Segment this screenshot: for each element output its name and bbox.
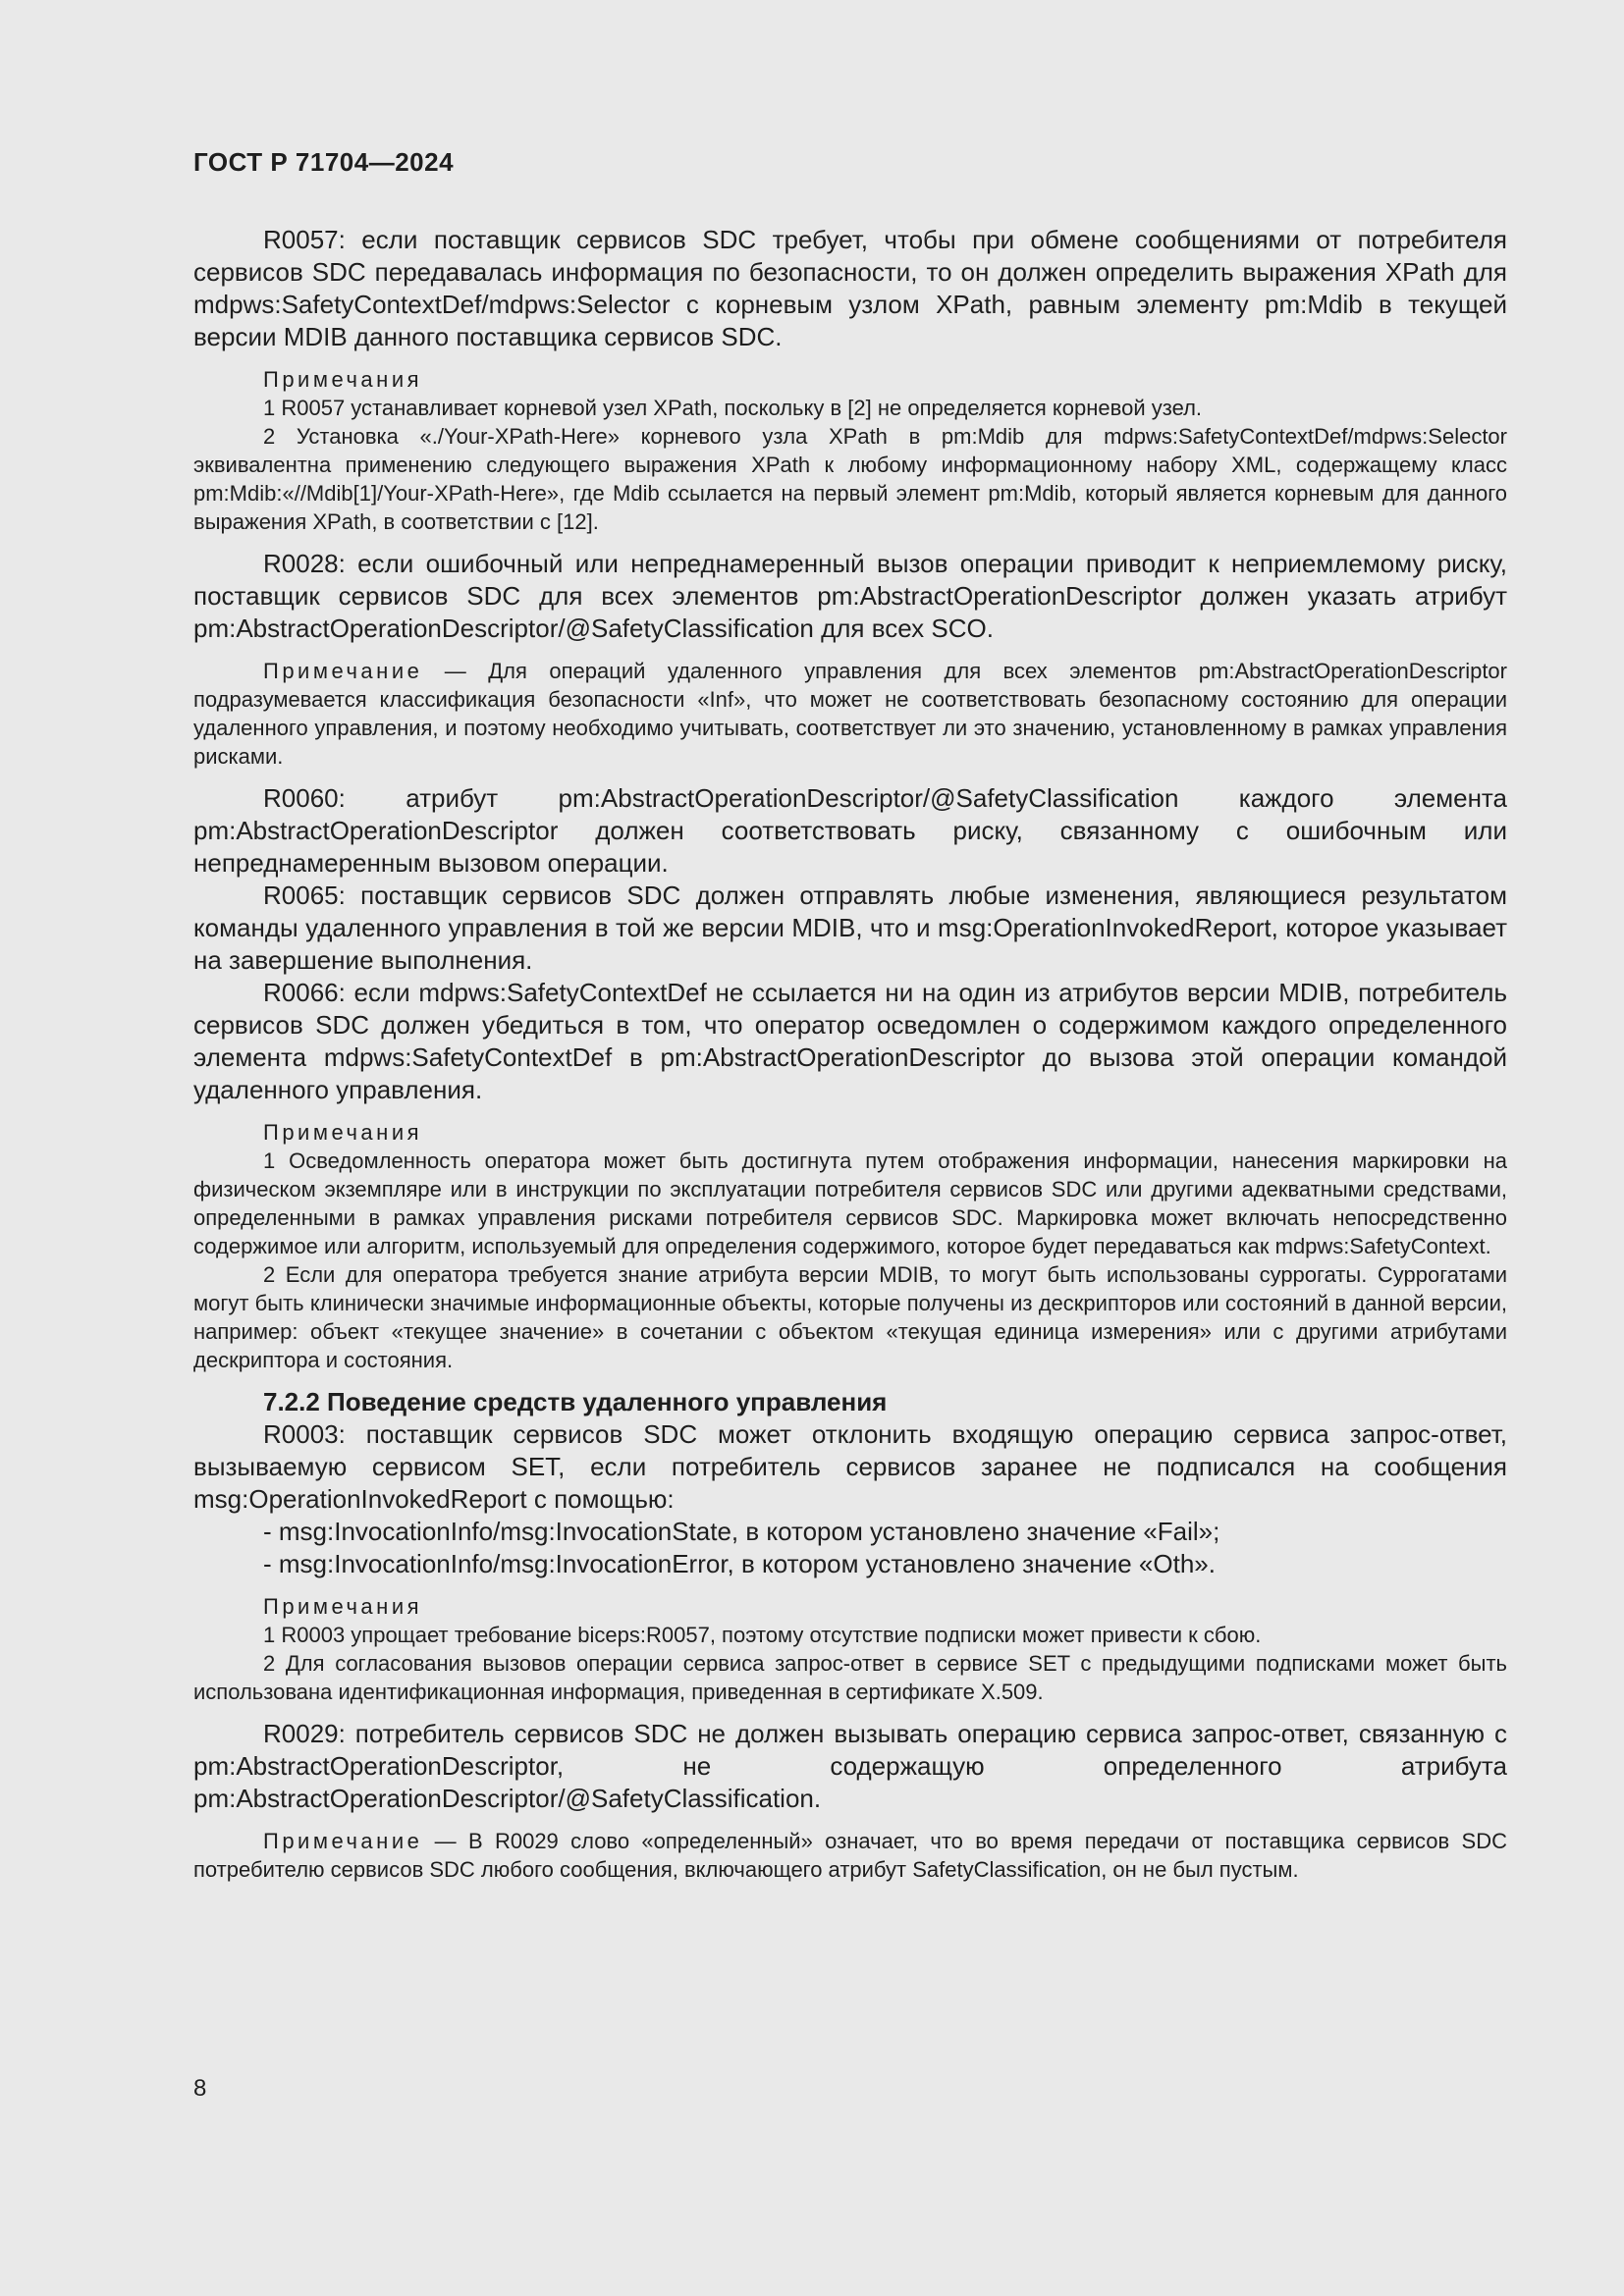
notes-heading: Примечания <box>263 367 423 392</box>
list-item: - msg:InvocationInfo/msg:InvocationError, в котором установлено значение «Oth». <box>263 1549 1216 1578</box>
paragraph-r0060: R0060: атрибут pm:AbstractOperationDescriptor/@SafetyClassification каждого элемента pm:AbstractOperationDescriptor должен соответствовать риску, связанному с ошибочным или непреднамеренным вызовом операции. <box>193 783 1507 878</box>
notes-heading: Примечания <box>263 1594 423 1619</box>
notes-heading: Примечания <box>263 1120 423 1145</box>
paragraph-r0029: R0029: потребитель сервисов SDC не должен вызывать операцию сервиса запрос-ответ, связанную с pm:AbstractOperationDescriptor, не содержащую определенного атрибута pm:AbstractOperationDescriptor/@SafetyClassification. <box>193 1719 1507 1813</box>
note-item: 2 Установка «./Your-XPath-Here» корневого узла XPath в pm:Mdib для mdpws:SafetyContextDef/mdpws:Selector эквивалентна применению следующего выражения XPath к любому информационному набору XML, содержащему класс pm:Mdib:«//Mdib[1]/Your-XPath-Here», где Mdib ссылается на первый элемент pm:Mdib, который является корневым для данного выражения XPath, в соответствии с [12]. <box>193 424 1507 534</box>
section-heading: 7.2.2 Поведение средств удаленного управления <box>263 1387 888 1416</box>
page-number: 8 <box>193 2075 207 2102</box>
note-single <box>193 657 1507 771</box>
paragraph-r0057: R0057: если поставщик сервисов SDC требует, чтобы при обмене сообщениями от потребителя сервисов SDC передавалась информация по безопасности, то он должен определить выражения XPath для mdpws:SafetyContextDef/mdpws:Selector с корневым узлом XPath, равным элементу pm:Mdib в текущей версии MDIB данного поставщика сервисов SDC. <box>193 225 1507 351</box>
note-label: Примечание <box>263 659 423 683</box>
note-item: 1 R0057 устанавливает корневой узел XPath, поскольку в [2] не определяется корневой узел. <box>263 396 1203 420</box>
note-label: Примечание <box>263 1829 423 1853</box>
note-text: — В R0029 слово «определенный» означает, что во время передачи от поставщика сервисов SDC потребителю сервисов SDC любого сообщения, включающего атрибут SafetyClassification, он не был пустым. <box>193 1829 1507 1882</box>
paragraph-r0003: R0003: поставщик сервисов SDC может отклонить входящую операцию сервиса запрос-ответ, вызываемую сервисом SET, если потребитель сервисов заранее не подписался на сообщения msg:OperationInvokedReport с помощью: <box>193 1419 1507 1514</box>
paragraph-r0066: R0066: если mdpws:SafetyContextDef не ссылается ни на один из атрибутов версии MDIB, потребитель сервисов SDC должен убедиться в том, что оператор осведомлен о содержимом каждого определенного элемента mdpws:SafetyContextDef в pm:AbstractOperationDescriptor до вызова этой операции командой удаленного управления. <box>193 978 1507 1104</box>
note-item: 2 Если для оператора требуется знание атрибута версии MDIB, то могут быть использованы суррогаты. Суррогатами могут быть клинически значимые информационные объекты, которые получены из дескрипторов или состояний в данной версии, например: объект «текущее значение» в сочетании с объектом «текущая единица измерения» или с другими атрибутами дескриптора и состояния. <box>193 1262 1507 1372</box>
note-text: — Для операций удаленного управления для всех элементов pm:AbstractOperationDescriptor подразумевается классификация безопасности «Inf», что может не соответствовать безопасному состоянию для операции удаленного управления, и поэтому необходимо учитывать, соответствует ли это значению, установленному в рамках управления рисками. <box>193 659 1507 769</box>
document-body <box>193 224 1507 1884</box>
paragraph-r0028: R0028: если ошибочный или непреднамеренный вызов операции приводит к неприемлемому риску, поставщик сервисов SDC для всех элементов pm:AbstractOperationDescriptor должен указать атрибут pm:AbstractOperationDescriptor/@SafetyClassification для всех SCO. <box>193 549 1507 643</box>
document-header: ГОСТ Р 71704—2024 <box>193 147 455 177</box>
note-item: 1 Осведомленность оператора может быть достигнута путем отображения информации, нанесения маркировки на физическом экземпляре или в инструкции по эксплуатации потребителя сервисов SDC или другими адекватными средствами, определенными в рамках управления рисками потребителя сервисов SDC. Маркировка может включать непосредственно содержимое или алгоритм, используемый для определения содержимого, которое будет передаваться как mdpws:SafetyContext. <box>193 1148 1507 1258</box>
list-item: - msg:InvocationInfo/msg:InvocationState, в котором установлено значение «Fail»; <box>263 1517 1220 1546</box>
paragraph-r0065: R0065: поставщик сервисов SDC должен отправлять любые изменения, являющиеся результатом команды удаленного управления в той же версии MDIB, что и msg:OperationInvokedReport, которое указывает на завершение выполнения. <box>193 881 1507 975</box>
note-single <box>193 1827 1507 1884</box>
note-item: 1 R0003 упрощает требование biceps:R0057, поэтому отсутствие подписки может привести к сбою. <box>263 1623 1262 1647</box>
note-item: 2 Для согласования вызовов операции сервиса запрос-ответ в сервисе SET с предыдущими подписками может быть использована идентификационная информация, приведенная в сертификате X.509. <box>193 1651 1507 1704</box>
